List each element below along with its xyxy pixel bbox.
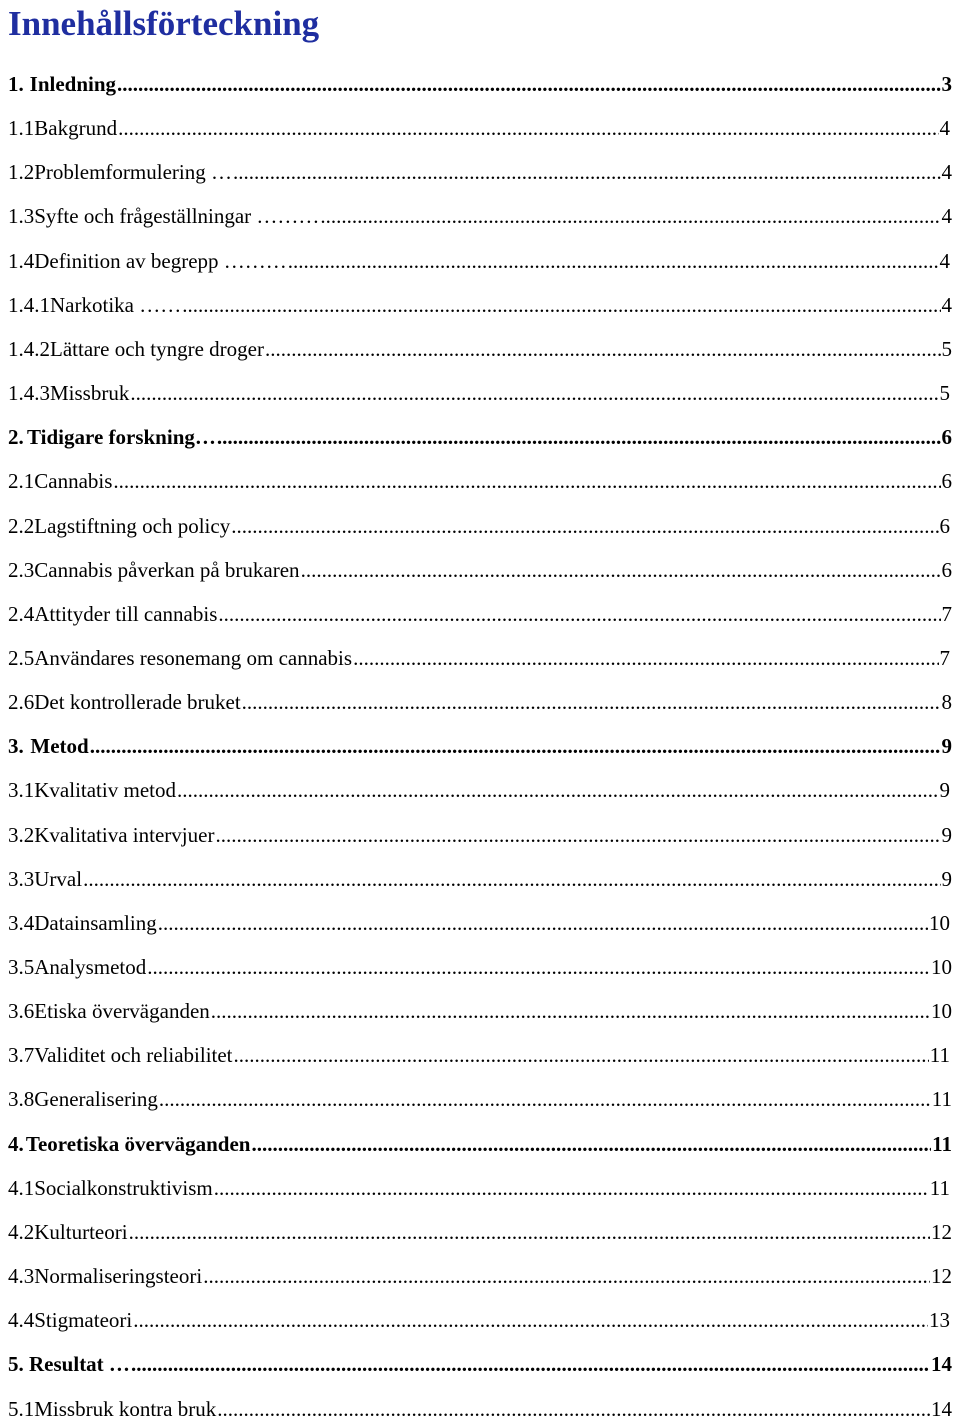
toc-entry-page: 10 (929, 910, 950, 935)
toc-leader-dots (133, 1306, 928, 1334)
toc-entry-number: 2. (8, 425, 24, 450)
toc-entry-page: 12 (931, 1219, 952, 1244)
toc-entry[interactable] (8, 467, 952, 495)
toc-entry-label: Det kontrollerade bruket (34, 690, 241, 715)
toc-leader-dots (130, 379, 938, 407)
toc-entry[interactable] (8, 732, 952, 760)
toc-entry-number: 3.2 (8, 822, 35, 847)
toc-entry-label: Cannabis påverkan på brukaren (34, 557, 300, 582)
toc-entry[interactable] (8, 1350, 952, 1378)
toc-entry-page: 11 (932, 1131, 952, 1156)
toc-entry-page: 5 (939, 381, 950, 406)
toc-entry-number: 3.7 (8, 1043, 35, 1068)
toc-entry[interactable] (8, 1130, 952, 1158)
toc-leader-dots (231, 512, 938, 540)
toc-entry-page: 6 (941, 557, 952, 582)
toc-entry[interactable] (8, 776, 950, 804)
toc-entry[interactable] (8, 158, 952, 186)
toc-entry-number: 1.3 (8, 204, 35, 229)
toc-entry-number: 3.6 (8, 999, 35, 1024)
toc-entry-number: 4.4 (8, 1308, 35, 1333)
toc-entry-page: 10 (931, 999, 952, 1024)
toc-entry[interactable] (8, 1218, 952, 1246)
toc-entry-label: Stigmateori (34, 1308, 133, 1333)
toc-entry-page: 11 (929, 1043, 950, 1068)
toc-entry-page: 9 (939, 778, 950, 803)
toc-entry-page: 14 (931, 1396, 952, 1421)
toc-entry-number: 1.1 (8, 116, 35, 141)
toc-leader-dots (251, 1130, 931, 1158)
toc-entry[interactable] (8, 1395, 952, 1423)
toc-entry-number: 1.4.1 (8, 292, 50, 317)
toc-entry-page: 11 (929, 1175, 950, 1200)
toc-leader-dots (214, 1174, 929, 1202)
toc-entry-number: 2.4 (8, 601, 35, 626)
toc-entry-label: Kvalitativ metod (34, 778, 176, 803)
toc-entry-label: Lättare och tyngre droger (50, 336, 264, 361)
toc-entry[interactable] (8, 865, 952, 893)
toc-leader-dots (177, 776, 939, 804)
toc-entry[interactable] (8, 1262, 952, 1290)
toc-entry-label: Problemformulering … (34, 160, 232, 185)
toc-entry-label: Missbruk (50, 381, 130, 406)
toc-leader-dots (233, 158, 941, 186)
toc-entry-number: 4.3 (8, 1264, 35, 1289)
toc-leader-dots (117, 70, 940, 98)
toc-entry-number: 5.1 (8, 1396, 35, 1421)
toc-entry-number: 1.4.2 (8, 336, 50, 361)
toc-leader-dots (113, 467, 940, 495)
toc-entry-number: 3.1 (8, 778, 35, 803)
toc-entry-page: 6 (941, 425, 952, 450)
toc-entry-number: 1.4 (8, 248, 35, 273)
toc-entry-number: 3.5 (8, 955, 35, 979)
toc-entry-label: Kvalitativa intervjuer (34, 822, 215, 847)
toc-entry-label: Resultat … (29, 1352, 130, 1377)
toc-entry-label: Metod (30, 734, 89, 759)
toc-entry-label: Attityder till cannabis (34, 601, 218, 626)
toc-entry[interactable] (8, 114, 950, 142)
toc-leader-dots (353, 644, 938, 672)
toc-leader-dots (83, 865, 940, 893)
toc-leader-dots (288, 247, 939, 275)
toc-entry-number: 2.6 (8, 690, 35, 715)
toc-entry-label: Cannabis (34, 469, 113, 494)
toc-entry[interactable] (8, 202, 952, 230)
toc-leader-dots (217, 1395, 930, 1423)
toc-entry-label: Urval (34, 866, 83, 891)
toc-entry-page: 7 (939, 645, 950, 670)
toc-entry[interactable] (8, 1174, 950, 1202)
toc-entry-label: Inledning (29, 72, 117, 96)
toc-entry-number: 2.3 (8, 557, 35, 582)
toc-leader-dots (129, 1218, 930, 1246)
toc-leader-dots (131, 1350, 930, 1378)
toc-entry-page: 8 (941, 690, 952, 715)
toc-entry-page: 6 (939, 513, 950, 538)
toc-leader-dots (211, 997, 930, 1025)
toc-entry-page: 6 (941, 469, 952, 494)
toc-entry[interactable] (8, 953, 952, 981)
toc-leader-dots (234, 1041, 929, 1069)
toc-entry-page: 9 (941, 866, 952, 891)
toc-entry-label: Generalisering (34, 1087, 158, 1112)
toc-entry-page: 9 (941, 734, 952, 759)
toc-leader-dots (217, 423, 941, 451)
toc-entry-page: 4 (941, 292, 952, 317)
toc-leader-dots (159, 1085, 931, 1113)
toc-leader-dots (242, 688, 941, 716)
toc-entry-number: 1. (8, 72, 24, 96)
toc-entry-number: 3.8 (8, 1087, 35, 1112)
toc-entry-page: 4 (939, 248, 950, 273)
toc-entry-label: Socialkonstruktivism (34, 1175, 213, 1200)
toc-entry-page: 5 (941, 336, 952, 361)
toc-entry[interactable] (8, 821, 952, 849)
toc-entry-number: 3.4 (8, 910, 35, 935)
toc-entry-page: 9 (941, 822, 952, 847)
toc-entry-page: 3 (941, 72, 952, 96)
toc-entry[interactable] (8, 1041, 950, 1069)
toc-entry[interactable] (8, 1306, 950, 1334)
toc-entry-label: Validitet och reliabilitet (34, 1043, 233, 1068)
toc-entry-label: Narkotika …… (50, 292, 182, 317)
toc-leader-dots (158, 909, 928, 937)
toc-entry-label: Kulturteori (34, 1219, 128, 1244)
toc-leader-dots (215, 821, 940, 849)
toc-entry-label: Datainsamling (34, 910, 157, 935)
toc-entry-number: 2.1 (8, 469, 35, 494)
toc-entry[interactable] (8, 291, 952, 319)
toc-entry[interactable] (8, 423, 952, 451)
toc-leader-dots (265, 335, 941, 363)
toc-entry[interactable] (8, 335, 952, 363)
toc-leader-dots (218, 600, 940, 628)
toc-leader-dots (118, 114, 938, 142)
toc-entry-number: 3.3 (8, 866, 35, 891)
toc-entry-page: 7 (941, 601, 952, 626)
toc-entry-number: 4.2 (8, 1219, 35, 1244)
toc-entry-page: 11 (931, 1087, 952, 1112)
toc-entry-label: Syfte och frågeställningar ……… (34, 204, 320, 229)
toc-entry-number: 4. (8, 1131, 24, 1156)
toc-entry-label: Tidigare forskning… (27, 425, 216, 450)
toc-entry-page: 14 (931, 1352, 952, 1377)
toc-entry-label: Teoretiska överväganden (25, 1131, 251, 1156)
toc-entry-label: Normaliseringsteori (34, 1264, 203, 1289)
page-title: Innehållsförteckning (8, 4, 320, 43)
toc-entry-number: 3. (8, 734, 24, 759)
toc-entry-page: 10 (931, 955, 952, 979)
toc-entry-number: 4.1 (8, 1175, 35, 1200)
toc-entry-page: 12 (931, 1264, 952, 1289)
toc-entry-page: 4 (939, 116, 950, 141)
toc-entry-label: Bakgrund (34, 116, 118, 141)
toc-entry-label: Användares resonemang om cannabis (34, 645, 353, 670)
toc-entry-number: 2.5 (8, 645, 35, 670)
toc-entry-page: 13 (929, 1308, 950, 1333)
toc-entry-number: 2.2 (8, 513, 35, 538)
toc-leader-dots (320, 202, 940, 230)
toc-entry-label: Analysmetod (34, 955, 147, 979)
toc-entry[interactable] (8, 1085, 952, 1113)
toc-entry-number: 5. (8, 1352, 24, 1377)
toc-entry[interactable] (8, 600, 952, 628)
toc-entry[interactable] (8, 644, 950, 672)
toc-entry-page: 4 (941, 160, 952, 185)
toc-leader-dots (182, 291, 940, 319)
toc-entry-number: 1.2 (8, 160, 35, 185)
toc-leader-dots (90, 732, 941, 760)
toc-leader-dots (147, 953, 930, 981)
toc-entry[interactable] (8, 512, 950, 540)
toc-entry-label: Missbruk kontra bruk (34, 1396, 217, 1421)
toc-entry[interactable] (8, 688, 952, 716)
toc-entry[interactable] (8, 909, 950, 937)
toc-entry[interactable] (8, 556, 952, 584)
toc-entry-label: Etiska överväganden (34, 999, 210, 1024)
toc-leader-dots (301, 556, 941, 584)
toc-entry[interactable] (8, 70, 952, 98)
toc-entry-number: 1.4.3 (8, 381, 50, 406)
toc-leader-dots (203, 1262, 930, 1290)
toc-entry[interactable] (8, 379, 950, 407)
toc-entry-label: Definition av begrepp ……… (34, 248, 287, 273)
toc-entry-page: 4 (941, 204, 952, 229)
toc-entry[interactable] (8, 997, 952, 1025)
toc-entry[interactable] (8, 247, 950, 275)
toc-entry-label: Lagstiftning och policy (34, 513, 231, 538)
